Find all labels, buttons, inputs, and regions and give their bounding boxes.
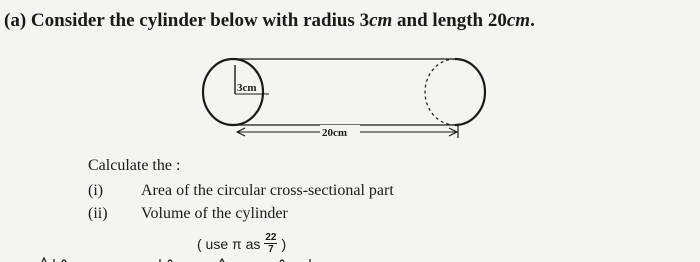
radius-label: 3cm bbox=[237, 82, 257, 94]
hint-close: ) bbox=[281, 235, 287, 252]
length-value: 20 bbox=[487, 10, 507, 31]
calculate-label: Calculate the : bbox=[88, 157, 181, 174]
item-number: (ii) bbox=[88, 205, 108, 222]
length-label: 20cm bbox=[322, 127, 348, 139]
question-prefix: (a) Consider the cylinder below with radius bbox=[4, 10, 360, 31]
pi-fraction bbox=[264, 232, 277, 255]
cut-off-text-fragment bbox=[40, 255, 340, 262]
pi-hint bbox=[197, 232, 286, 255]
cylinder-right-visible-edge bbox=[455, 59, 485, 125]
hint-open: ( use π as bbox=[197, 235, 261, 252]
length-unit: cm bbox=[506, 10, 531, 31]
question-end: . bbox=[530, 10, 535, 31]
question-text bbox=[4, 10, 535, 32]
item-number: (i) bbox=[88, 182, 104, 199]
fraction-numerator: 22 bbox=[265, 232, 277, 243]
question-middle: and length bbox=[392, 10, 488, 31]
fraction-denominator: 7 bbox=[268, 244, 274, 255]
radius-unit: cm bbox=[369, 10, 393, 31]
item-text: Area of the circular cross-sectional part bbox=[141, 182, 394, 199]
item-text: Volume of the cylinder bbox=[141, 205, 288, 222]
cylinder-right-hidden-edge bbox=[425, 59, 455, 125]
radius-value: 3 bbox=[359, 10, 370, 31]
cylinder-diagram bbox=[195, 52, 495, 152]
